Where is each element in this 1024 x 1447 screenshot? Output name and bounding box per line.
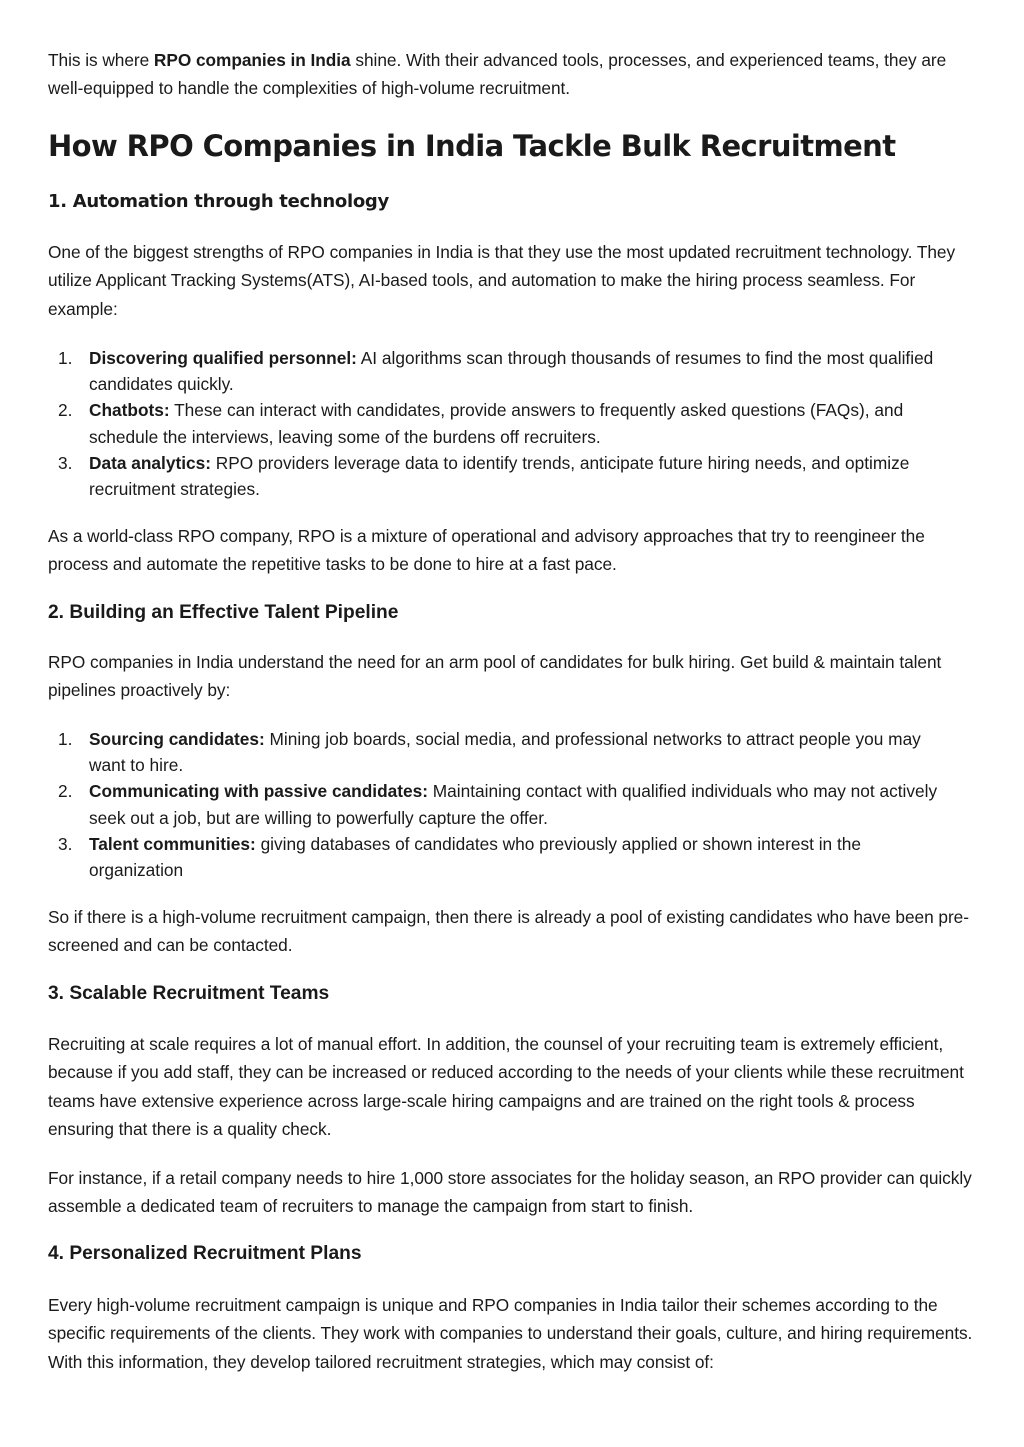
list-item-title: Sourcing candidates: (89, 729, 265, 749)
section-1-paragraph-2: As a world-class RPO company, RPO is a mixture of operational and advisory approaches that try to reengineer the process and automate the repetitive tasks to be done to hire at a fast pace. (48, 526, 925, 575)
intro-text-before: This is where (48, 50, 154, 70)
section-2-paragraph-1: RPO companies in India understand the need for an arm pool of candidates for bulk hiring. Get build & maintain talent pipelines proactively by: (48, 652, 942, 701)
list-item-title: Chatbots: (89, 400, 170, 421)
list-number: 3. (58, 452, 73, 473)
list-item-text: Maintaining contact with qualified individuals who may not actively seek out a job, but are willing to powerfully capture the offer. (89, 781, 938, 828)
list-item-text: These can interact with candidates, provide answers to frequently asked questions (FAQs), and schedule the interviews, leaving some of the burdens off recruiters. (89, 400, 904, 447)
list-item-title: Communicating with passive candidates: (89, 781, 428, 802)
intro-bold-text: RPO companies in India (153, 50, 351, 70)
section-1-title: 1. Automation through technology (48, 191, 389, 212)
list-item (48, 397, 948, 449)
section-1-paragraph-1: One of the biggest strengths of RPO companies in India is that they use the most updated recruitment technology. They utilize Applicant Tracking Systems(ATS), AI-based tools, and automation to make the hiring process seamless. For example: (48, 242, 956, 319)
main-heading: How RPO Companies in India Tackle Bulk Recruitment (48, 129, 896, 163)
list-number: 3. (58, 833, 73, 854)
list-item (48, 345, 948, 397)
list-item-text: giving databases of candidates who previously applied or shown interest in the organization (89, 833, 861, 881)
list-item-text: RPO providers leverage data to identify trends, anticipate future hiring needs, and optimize recruitment strategies. (89, 452, 910, 500)
intro-text-after: shine. With their advanced tools, processes, and experienced teams, they are well-equipped to handle the complexities of high-volume recruitment. (48, 50, 947, 99)
list-item-title: Discovering qualified personnel: (89, 348, 357, 368)
list-item (48, 450, 948, 502)
list-number: 2. (58, 781, 73, 802)
list-item-text: AI algorithms scan through thousands of resumes to find the most qualified candidates quickly. (89, 348, 934, 395)
list-number: 1. (58, 348, 73, 368)
list-number: 2. (58, 400, 73, 421)
section-3-paragraph-1: Recruiting at scale requires a lot of manual effort. In addition, the counsel of your recruiting team is extremely efficient, because if you add staff, they can be increased or reduced according to the needs of your clients while these recruitment teams have extensive experience across large-scale hiring campaigns and are trained on the right tools & process ensuring that there is a quality check. (48, 1034, 964, 1140)
section-3-title: 3. Scalable Recruitment Teams (48, 983, 330, 1004)
section-2-title: 2. Building an Effective Talent Pipeline (48, 602, 399, 623)
section-4-title: 4. Personalized Recruitment Plans (48, 1243, 362, 1264)
section-4-paragraph-1: Every high-volume recruitment campaign is unique and RPO companies in India tailor their schemes according to the specific requirements of the clients. They work with companies to understand their goals, culture, and hiring requirements. With this information, they develop tailored recruitment strategies, which may consist of: (48, 1295, 973, 1372)
list-number: 1. (58, 729, 73, 749)
section-3-paragraph-2: For instance, if a retail company needs to hire 1,000 store associates for the holiday season, an RPO provider can quickly assemble a dedicated team of recruiters to manage the campaign from start to finish. (48, 1168, 972, 1217)
intro-paragraph (48, 46, 978, 103)
list-item-title: Data analytics: (89, 452, 211, 473)
section-2-paragraph-2: So if there is a high-volume recruitment campaign, then there is already a pool of existing candidates who have been pre-screened and can be contacted. (48, 907, 969, 956)
list-item-text: Mining job boards, social media, and professional networks to attract people you may want to hire. (89, 729, 921, 776)
list-item-title: Talent communities: (89, 833, 256, 854)
list-item (48, 778, 948, 830)
section-2-list (48, 726, 948, 883)
section-1-list (48, 345, 948, 502)
list-item (48, 831, 948, 883)
list-item (48, 726, 948, 778)
